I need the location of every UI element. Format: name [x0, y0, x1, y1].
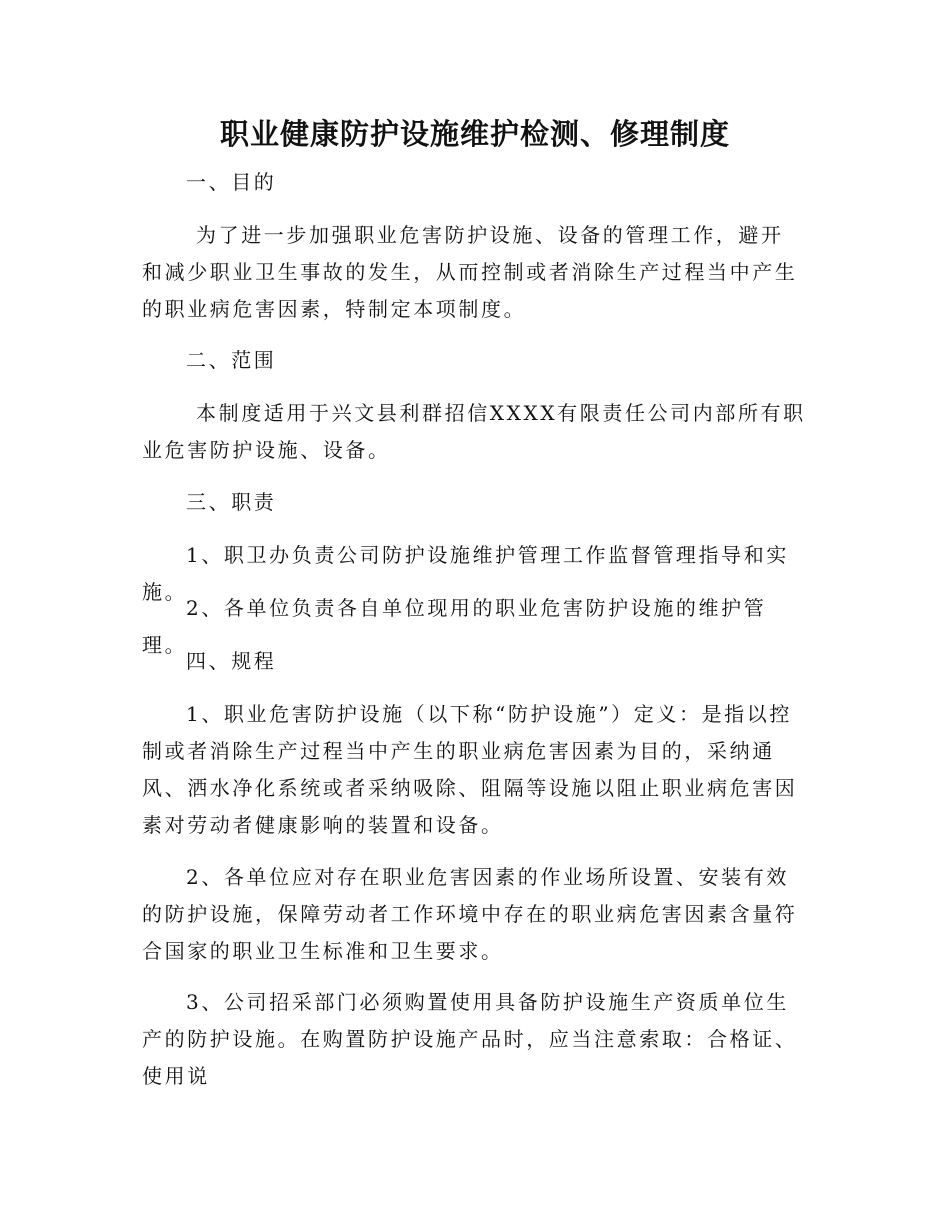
duties-item-2: 2、各单位负责各自单位现用的职业危害防护设施的维护管理。	[142, 596, 767, 657]
procedures-item-3: 3、公司招采部门必须购置使用具备防护设施生产资质单位生产的防护设施。在购置防护设施产品时，应当注意索取：合格证、使用说	[142, 990, 798, 1088]
section-heading-scope: 二、范围	[186, 348, 277, 372]
section-heading-procedures: 四、规程	[186, 649, 277, 673]
document-title: 职业健康防护设施维护检测、修理制度	[219, 117, 730, 151]
scope-paragraph: 本制度适用于兴文县利群招信XXXX有限责任公司内部所有职业危害防护设施、设备。	[142, 401, 806, 462]
section-heading-purpose: 一、目的	[186, 170, 277, 194]
duties-item-1: 1、职卫办负责公司防护设施维护管理工作监督管理指导和实施。	[142, 543, 789, 604]
section-heading-duties: 三、职责	[186, 490, 277, 514]
procedures-item-1: 1、职业危害防护设施（以下称“防护设施”）定义：是指以控制或者消除生产过程当中产生的职业病危害因素为目的，采纳通风、洒水净化系统或者采纳吸除、阻隔等设施以阻止职业病危害因素对劳动者健康影响的装置和设备。	[142, 702, 798, 837]
procedures-item-2: 2、各单位应对存在职业危害因素的作业场所设置、安装有效的防护设施，保障劳动者工作环境中存在的职业病危害因素含量符合国家的职业卫生标准和卫生要求。	[142, 865, 798, 963]
purpose-paragraph: 为了进一步加强职业危害防护设施、设备的管理工作，避开和减少职业卫生事故的发生，从而控制或者消除生产过程当中产生的职业病危害因素，特制定本项制度。	[142, 223, 798, 321]
